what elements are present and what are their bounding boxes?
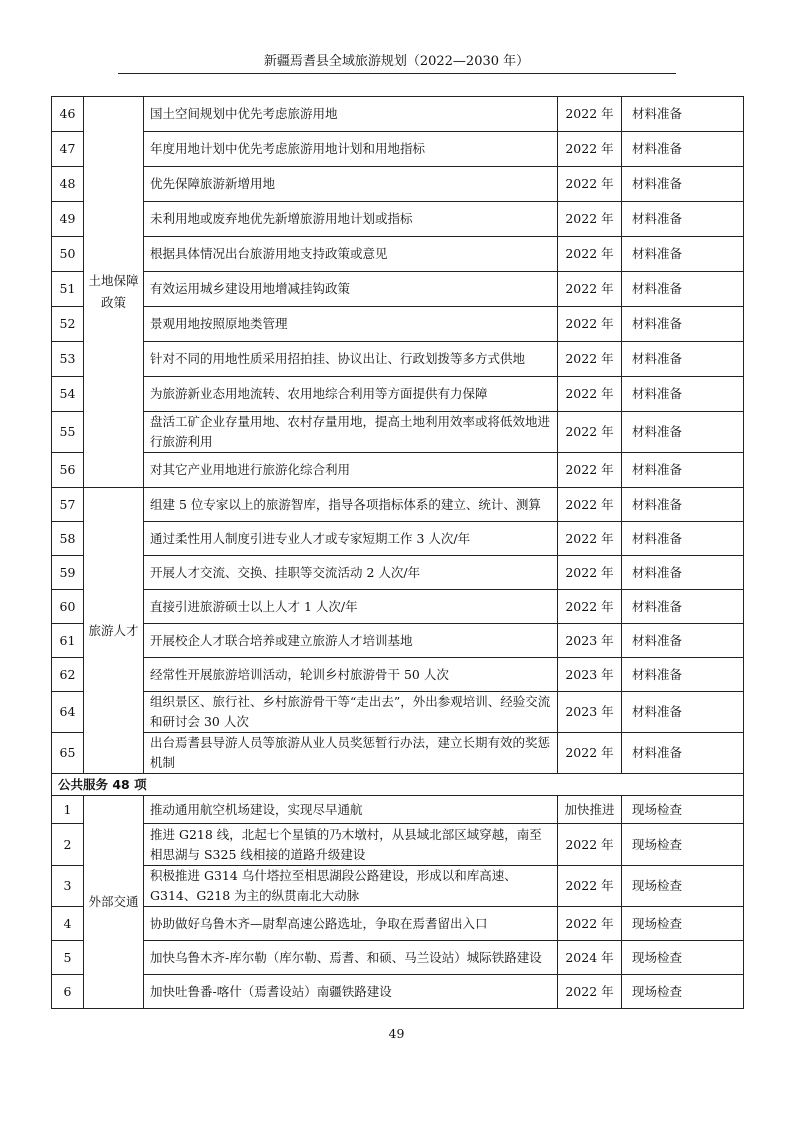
row-content: 国土空间规划中优先考虑旅游用地 xyxy=(144,97,558,132)
row-year: 2022 年 xyxy=(558,556,622,590)
row-status: 材料准备 xyxy=(622,522,744,556)
row-number: 62 xyxy=(52,658,84,692)
row-content: 开展人才交流、交换、挂职等交流活动 2 人次/年 xyxy=(144,556,558,590)
table-row xyxy=(52,377,744,412)
row-content: 盘活工矿企业存量用地、农村存量用地，提高土地利用效率或将低效地进行旅游利用 xyxy=(144,412,558,453)
table-row xyxy=(52,590,744,624)
row-status: 材料准备 xyxy=(622,412,744,453)
row-content: 通过柔性用人制度引进专业人才或专家短期工作 3 人次/年 xyxy=(144,522,558,556)
table-row xyxy=(52,796,744,824)
row-content: 优先保障旅游新增用地 xyxy=(144,167,558,202)
table-row xyxy=(52,453,744,488)
row-year: 2022 年 xyxy=(558,522,622,556)
table-row xyxy=(52,941,744,975)
row-status: 材料准备 xyxy=(622,658,744,692)
row-status: 材料准备 xyxy=(622,733,744,774)
row-number: 6 xyxy=(52,975,84,1009)
table-row xyxy=(52,237,744,272)
row-number: 47 xyxy=(52,132,84,167)
row-status: 现场检查 xyxy=(622,796,744,824)
row-year: 2022 年 xyxy=(558,272,622,307)
header-rule xyxy=(118,73,676,74)
table-row xyxy=(52,692,744,733)
row-number: 46 xyxy=(52,97,84,132)
row-content: 组建 5 位专家以上的旅游智库，指导各项指标体系的建立、统计、测算 xyxy=(144,488,558,522)
table-row xyxy=(52,412,744,453)
row-status: 材料准备 xyxy=(622,97,744,132)
table-row xyxy=(52,866,744,907)
row-content: 积极推进 G314 乌什塔拉至相思湖段公路建设，形成以和库高速、G314、G218 为主的纵贯南北大动脉 xyxy=(144,866,558,907)
table-row xyxy=(52,488,744,522)
row-number: 58 xyxy=(52,522,84,556)
row-number: 49 xyxy=(52,202,84,237)
table-row xyxy=(52,202,744,237)
table-body xyxy=(52,97,744,1009)
row-number: 52 xyxy=(52,307,84,342)
row-year: 2024 年 xyxy=(558,941,622,975)
row-year: 2022 年 xyxy=(558,488,622,522)
table-row xyxy=(52,556,744,590)
row-year: 2023 年 xyxy=(558,624,622,658)
row-number: 56 xyxy=(52,453,84,488)
row-status: 材料准备 xyxy=(622,453,744,488)
page-number: 49 xyxy=(388,1026,405,1041)
category-cell: 土地保障政策 xyxy=(84,97,144,488)
row-number: 57 xyxy=(52,488,84,522)
row-content: 加快乌鲁木齐-库尔勒（库尔勒、焉耆、和硕、马兰设站）城际铁路建设 xyxy=(144,941,558,975)
table-row xyxy=(52,132,744,167)
row-year: 2023 年 xyxy=(558,658,622,692)
row-number: 51 xyxy=(52,272,84,307)
row-year: 2022 年 xyxy=(558,307,622,342)
row-status: 材料准备 xyxy=(622,132,744,167)
row-content: 对其它产业用地进行旅游化综合利用 xyxy=(144,453,558,488)
row-year: 2022 年 xyxy=(558,824,622,866)
row-status: 材料准备 xyxy=(622,307,744,342)
row-year: 2022 年 xyxy=(558,975,622,1009)
table-row xyxy=(52,522,744,556)
category-cell: 外部交通 xyxy=(84,796,144,1009)
row-year: 2022 年 xyxy=(558,132,622,167)
row-content: 为旅游新业态用地流转、农用地综合利用等方面提供有力保障 xyxy=(144,377,558,412)
row-content: 未利用地或废弃地优先新增旅游用地计划或指标 xyxy=(144,202,558,237)
table-row xyxy=(52,272,744,307)
row-number: 64 xyxy=(52,692,84,733)
row-content: 开展校企人才联合培养或建立旅游人才培训基地 xyxy=(144,624,558,658)
row-status: 材料准备 xyxy=(622,167,744,202)
row-status: 材料准备 xyxy=(622,377,744,412)
row-content: 推动通用航空机场建设，实现尽早通航 xyxy=(144,796,558,824)
row-year: 2022 年 xyxy=(558,412,622,453)
table-row xyxy=(52,975,744,1009)
row-number: 65 xyxy=(52,733,84,774)
row-year: 2022 年 xyxy=(558,733,622,774)
table-row xyxy=(52,167,744,202)
row-year: 2022 年 xyxy=(558,167,622,202)
row-year: 加快推进 xyxy=(558,796,622,824)
row-number: 54 xyxy=(52,377,84,412)
row-year: 2022 年 xyxy=(558,866,622,907)
row-content: 有效运用城乡建设用地增减挂钩政策 xyxy=(144,272,558,307)
row-status: 现场检查 xyxy=(622,824,744,866)
row-status: 材料准备 xyxy=(622,556,744,590)
table-row xyxy=(52,97,744,132)
row-content: 直接引进旅游硕士以上人才 1 人次/年 xyxy=(144,590,558,624)
row-year: 2022 年 xyxy=(558,342,622,377)
row-status: 材料准备 xyxy=(622,202,744,237)
row-number: 5 xyxy=(52,941,84,975)
requirements-table xyxy=(51,96,744,1009)
row-year: 2023 年 xyxy=(558,692,622,733)
row-year: 2022 年 xyxy=(558,590,622,624)
row-status: 现场检查 xyxy=(622,907,744,941)
row-status: 材料准备 xyxy=(622,342,744,377)
table-row xyxy=(52,733,744,774)
row-number: 60 xyxy=(52,590,84,624)
row-status: 材料准备 xyxy=(622,272,744,307)
section-row xyxy=(52,774,744,796)
row-status: 材料准备 xyxy=(622,624,744,658)
row-number: 55 xyxy=(52,412,84,453)
row-content: 加快吐鲁番-喀什（焉耆设站）南疆铁路建设 xyxy=(144,975,558,1009)
document-header: 新疆焉耆县全域旅游规划（2022—2030 年） xyxy=(263,54,530,69)
row-year: 2022 年 xyxy=(558,377,622,412)
row-number: 48 xyxy=(52,167,84,202)
row-number: 59 xyxy=(52,556,84,590)
table-row xyxy=(52,307,744,342)
category-cell: 旅游人才 xyxy=(84,488,144,774)
table-row xyxy=(52,624,744,658)
row-number: 3 xyxy=(52,866,84,907)
row-year: 2022 年 xyxy=(558,237,622,272)
row-status: 现场检查 xyxy=(622,941,744,975)
row-year: 2022 年 xyxy=(558,907,622,941)
row-year: 2022 年 xyxy=(558,453,622,488)
row-content: 协助做好乌鲁木齐—尉犁高速公路选址，争取在焉耆留出入口 xyxy=(144,907,558,941)
table-row xyxy=(52,658,744,692)
row-number: 61 xyxy=(52,624,84,658)
row-status: 现场检查 xyxy=(622,866,744,907)
row-year: 2022 年 xyxy=(558,97,622,132)
row-number: 4 xyxy=(52,907,84,941)
row-number: 53 xyxy=(52,342,84,377)
row-year: 2022 年 xyxy=(558,202,622,237)
table-row xyxy=(52,342,744,377)
row-status: 材料准备 xyxy=(622,590,744,624)
row-number: 1 xyxy=(52,796,84,824)
row-content: 根据具体情况出台旅游用地支持政策或意见 xyxy=(144,237,558,272)
table-row xyxy=(52,824,744,866)
section-heading: 公共服务 48 项 xyxy=(52,774,744,796)
row-content: 景观用地按照原地类管理 xyxy=(144,307,558,342)
row-content: 针对不同的用地性质采用招拍挂、协议出让、行政划拨等多方式供地 xyxy=(144,342,558,377)
row-content: 组织景区、旅行社、乡村旅游骨干等“走出去”，外出参观培训、经验交流和研讨会 30 人次 xyxy=(144,692,558,733)
row-status: 材料准备 xyxy=(622,692,744,733)
row-content: 经常性开展旅游培训活动，轮训乡村旅游骨干 50 人次 xyxy=(144,658,558,692)
row-status: 现场检查 xyxy=(622,975,744,1009)
row-status: 材料准备 xyxy=(622,237,744,272)
row-content: 推进 G218 线，北起七个星镇的乃木墩村，从县域北部区域穿越，南至相思湖与 S325 线相接的道路升级建设 xyxy=(144,824,558,866)
row-content: 年度用地计划中优先考虑旅游用地计划和用地指标 xyxy=(144,132,558,167)
row-number: 50 xyxy=(52,237,84,272)
row-number: 2 xyxy=(52,824,84,866)
table-row xyxy=(52,907,744,941)
row-status: 材料准备 xyxy=(622,488,744,522)
row-content: 出台焉耆县导游人员等旅游从业人员奖惩暂行办法，建立长期有效的奖惩机制 xyxy=(144,733,558,774)
